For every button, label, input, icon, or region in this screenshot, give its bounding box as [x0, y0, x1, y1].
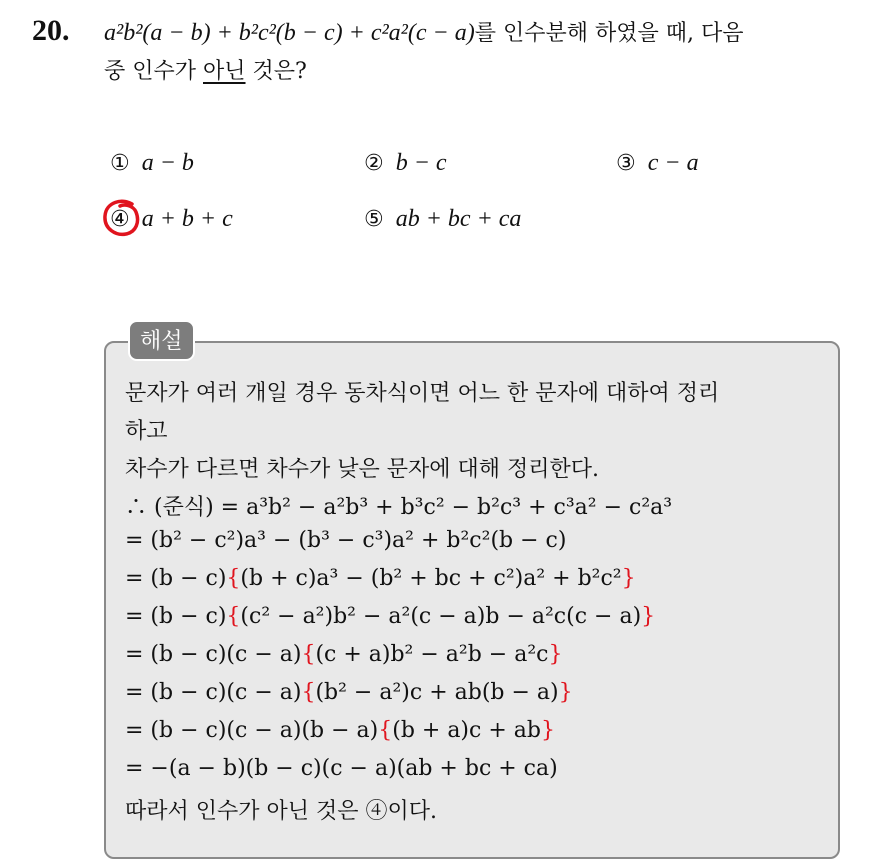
step-3-body: (c² − a²)b² − a²(c − a)b − a²c(c − a): [240, 604, 642, 629]
question-text-2a: 중 인수가: [104, 59, 203, 84]
choice-5[interactable]: [364, 206, 521, 233]
question-line-2: [104, 54, 307, 85]
step-2-body: (b + c)a³ − (b² + bc + c²)a² + b²c²: [240, 566, 622, 591]
step-6-body: (b + a)c + ab: [392, 718, 541, 743]
solution-conclusion: 따라서 인수가 아닌 것은 ④이다.: [125, 799, 437, 824]
choice-1[interactable]: [110, 150, 194, 177]
solution-box: [104, 341, 840, 859]
step-6-prefix: = (b − c)(c − a)(b − a): [125, 718, 379, 743]
choice-4-number: ④: [110, 207, 130, 232]
question-underlined-word: 아닌: [203, 59, 246, 84]
choice-3[interactable]: [616, 150, 699, 177]
choice-5-number: ⑤: [364, 207, 384, 232]
question-text-2b: 것은?: [245, 59, 307, 84]
choice-4-expression: a + b + c: [141, 206, 233, 232]
solution-step-7: = −(a − b)(b − c)(c − a)(ab + bc + ca): [125, 756, 558, 781]
choice-2-expression: b − c: [395, 150, 447, 176]
solution-step-1: = (b² − c²)a³ − (b³ − c³)a² + b²c²(b − c): [125, 528, 567, 553]
step-2-brace-close: }: [621, 566, 636, 591]
step-4-body: (c + a)b² − a²b − a²c: [315, 642, 549, 667]
choice-1-number: ①: [110, 151, 130, 176]
step-3-brace-close: }: [641, 604, 656, 629]
step-4-brace-open: {: [301, 642, 316, 667]
step-6-brace-open: {: [378, 718, 393, 743]
step-2-brace-open: {: [226, 566, 241, 591]
solution-step-6: [125, 718, 555, 743]
solution-step-3: [125, 604, 655, 629]
answer-circle-mark: [102, 198, 142, 238]
solution-step-5: [125, 680, 573, 705]
solution-intro-2: 하고: [125, 419, 168, 444]
question-expression: a²b²(a − b) + b²c²(b − c) + c²a²(c − a): [104, 20, 475, 46]
step-4-prefix: = (b − c)(c − a): [125, 642, 302, 667]
step-2-prefix: = (b − c): [125, 566, 227, 591]
step-3-prefix: = (b − c): [125, 604, 227, 629]
question-number: 20.: [32, 14, 70, 47]
step-3-brace-open: {: [226, 604, 241, 629]
step-5-body: (b² − a²)c + ab(b − a): [315, 680, 559, 705]
choice-2[interactable]: [364, 150, 447, 177]
solution-intro-3: 차수가 다르면 차수가 낮은 문자에 대해 정리한다.: [125, 457, 599, 482]
step-5-brace-open: {: [301, 680, 316, 705]
choice-1-expression: a − b: [141, 150, 194, 176]
solution-tag: 해설: [128, 320, 195, 361]
solution-step-2: [125, 566, 636, 591]
step-5-prefix: = (b − c)(c − a): [125, 680, 302, 705]
question-text-1: 를 인수분해 하였을 때, 다음: [474, 21, 744, 46]
solution-step-4: [125, 642, 563, 667]
choice-2-number: ②: [364, 151, 384, 176]
solution-step-0: ∴ (준식) = a³b² − a²b³ + b³c² − b²c³ + c³a² − c²a³: [125, 495, 673, 520]
choice-3-expression: c − a: [647, 150, 699, 176]
step-4-brace-close: }: [548, 642, 563, 667]
choice-3-number: ③: [616, 151, 636, 176]
step-6-brace-close: }: [540, 718, 555, 743]
step-5-brace-close: }: [558, 680, 573, 705]
question-line-1: [104, 16, 743, 47]
choice-5-expression: ab + bc + ca: [395, 206, 522, 232]
solution-intro-1: 문자가 여러 개일 경우 동차식이면 어느 한 문자에 대하여 정리: [125, 381, 720, 406]
